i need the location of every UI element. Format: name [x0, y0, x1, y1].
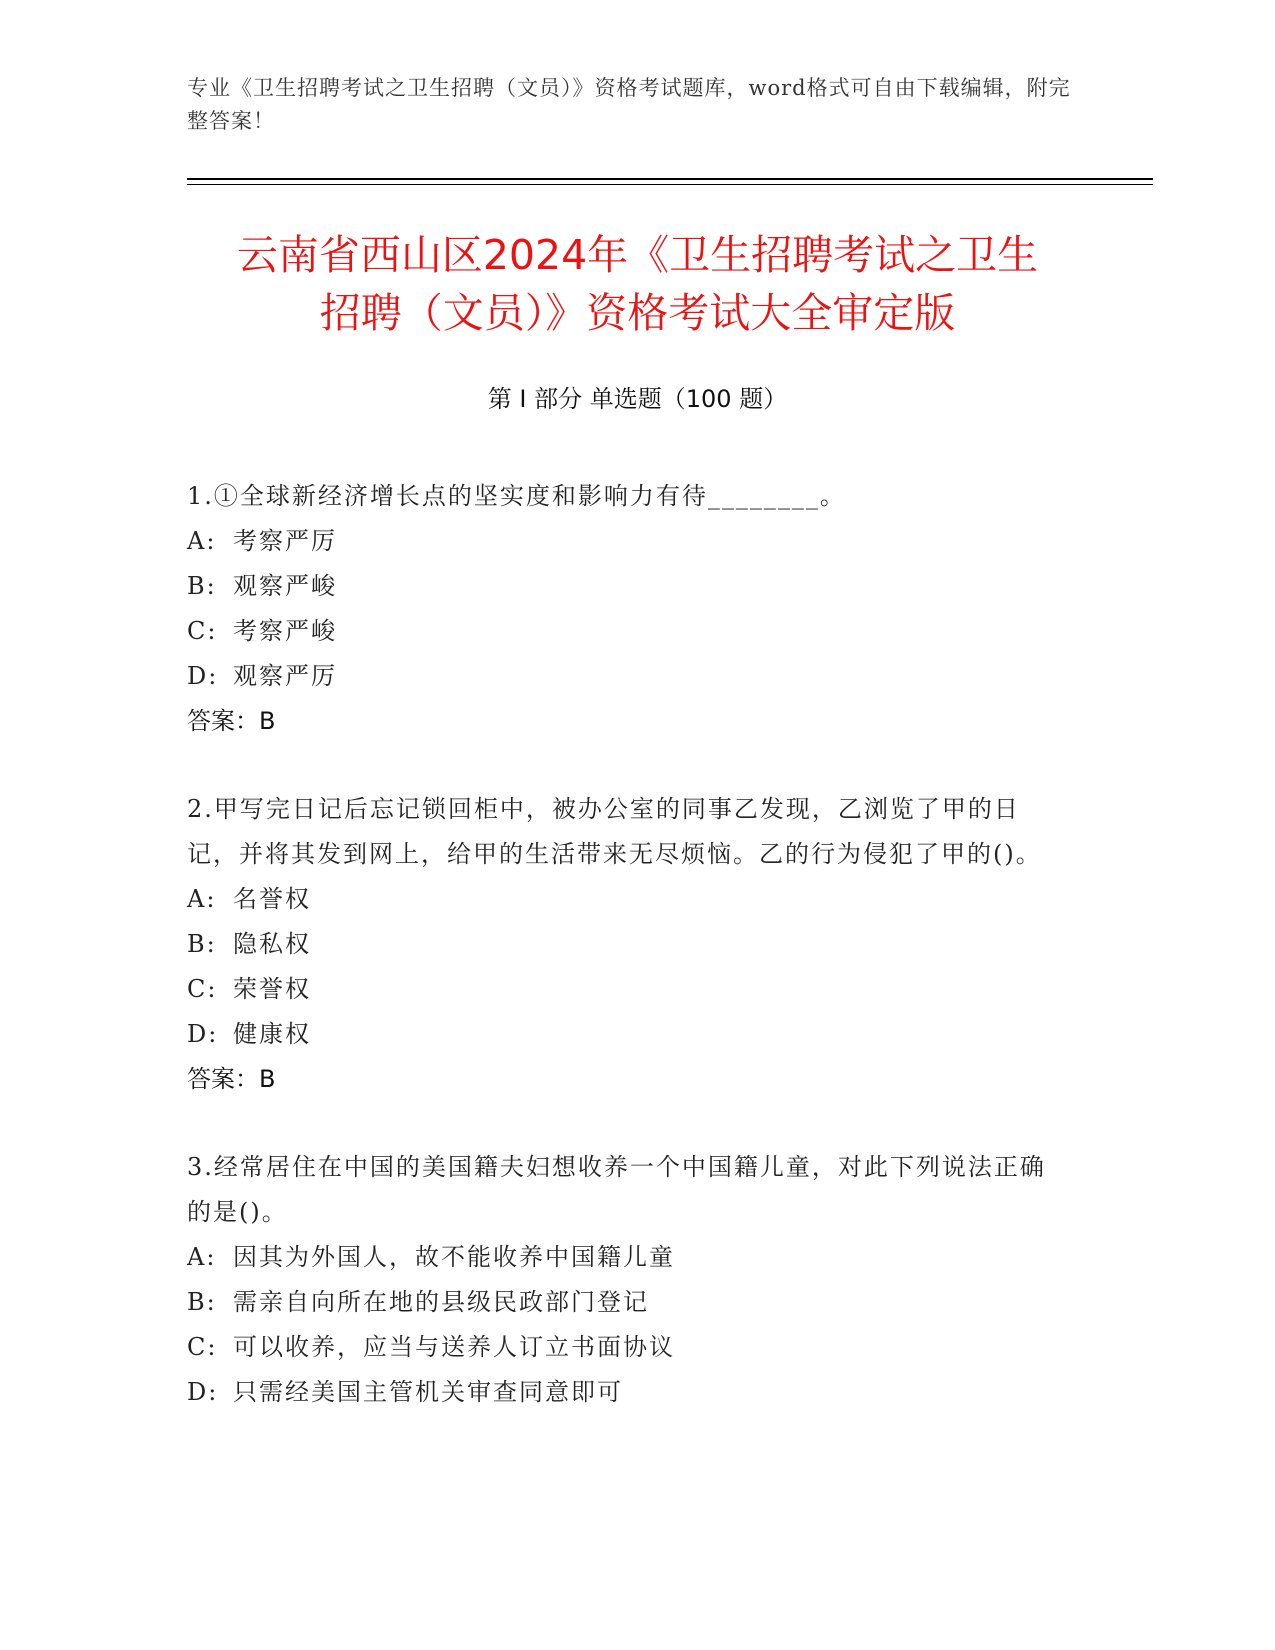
header-divider-thin: [187, 184, 1153, 185]
option-text: 考察严峻: [233, 617, 337, 645]
document-title: [150, 226, 1125, 342]
option-d: [187, 1012, 1067, 1057]
option-text: 荣誉权: [233, 975, 311, 1003]
option-text: 需亲自向所在地的县级民政部门登记: [233, 1288, 649, 1316]
option-text: 因其为外国人，故不能收养中国籍儿童: [233, 1243, 675, 1271]
header-divider-thick: [187, 178, 1153, 180]
option-letter: C:: [187, 617, 218, 645]
option-letter: C:: [187, 975, 218, 1003]
answer-line: 答案：B: [187, 1065, 276, 1093]
question-stem: 3.经常居住在中国的美国籍夫妇想收养一个中国籍儿童，对此下列说法正确的是()。: [187, 1153, 1046, 1226]
question-1: [187, 474, 1067, 744]
option-letter: A:: [187, 527, 217, 555]
option-a: [187, 519, 1067, 564]
question-stem: 2.甲写完日记后忘记锁回柜中，被办公室的同事乙发现，乙浏览了甲的日记，并将其发到网上，给甲的生活带来无尽烦恼。乙的行为侵犯了甲的()。: [187, 795, 1042, 868]
question-2: [187, 787, 1067, 1102]
option-letter: B:: [187, 1288, 217, 1316]
option-a: [187, 1235, 1067, 1280]
option-c: [187, 1325, 1067, 1370]
option-letter: D:: [187, 662, 219, 690]
option-text: 观察严厉: [233, 662, 337, 690]
document-title-line-1: 云南省西山区2024年《卫生招聘考试之卫生: [236, 231, 1039, 279]
question-3: [187, 1145, 1067, 1415]
option-b: [187, 564, 1067, 609]
option-c: [187, 967, 1067, 1012]
option-letter: B:: [187, 572, 217, 600]
question-stem: 1.①全球新经济增长点的坚实度和影响力有待________。: [187, 482, 846, 510]
option-text: 考察严厉: [233, 527, 337, 555]
option-text: 观察严峻: [233, 572, 337, 600]
option-c: [187, 609, 1067, 654]
option-text: 健康权: [233, 1020, 311, 1048]
question-list: [187, 474, 1067, 1458]
option-letter: A:: [187, 1243, 217, 1271]
option-letter: C:: [187, 1333, 218, 1361]
answer-line: 答案：B: [187, 707, 276, 735]
option-text: 隐私权: [233, 930, 311, 958]
header-note: 专业《卫生招聘考试之卫生招聘（文员）》资格考试题库，word格式可自由下载编辑，附完整答案！: [187, 76, 1071, 133]
option-a: [187, 877, 1067, 922]
option-d: [187, 654, 1067, 699]
option-d: [187, 1370, 1067, 1415]
document-title-line-2: 招聘（文员）》资格考试大全审定版: [319, 289, 956, 337]
section-heading: 第 I 部分 单选题（100 题）: [487, 385, 788, 413]
option-letter: D:: [187, 1378, 219, 1406]
option-letter: A:: [187, 885, 217, 913]
option-text: 可以收养，应当与送养人订立书面协议: [233, 1333, 675, 1361]
option-b: [187, 922, 1067, 967]
option-text: 名誉权: [233, 885, 311, 913]
option-text: 只需经美国主管机关审查同意即可: [233, 1378, 623, 1406]
option-b: [187, 1280, 1067, 1325]
option-letter: D:: [187, 1020, 219, 1048]
option-letter: B:: [187, 930, 217, 958]
